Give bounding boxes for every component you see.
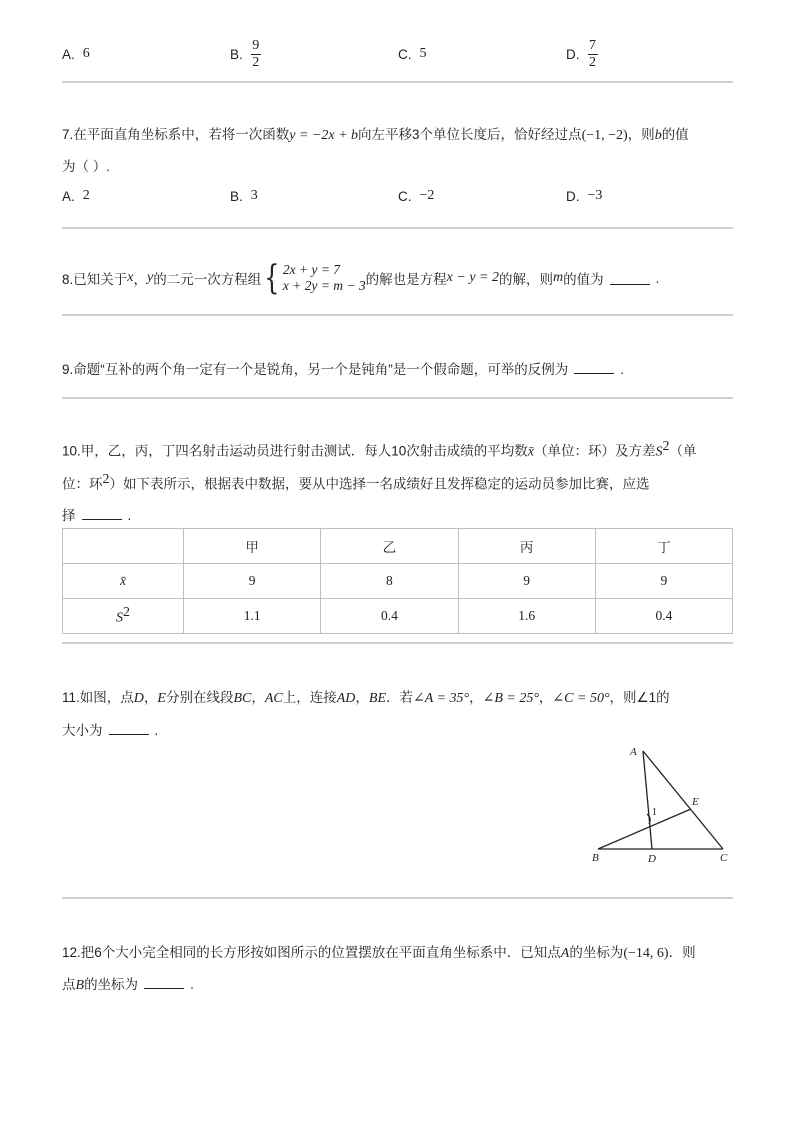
answer-blank[interactable] (144, 976, 184, 989)
score-table (62, 528, 733, 634)
table-header-row: 甲 乙 丙 丁 (63, 529, 733, 564)
segment-ac (643, 751, 723, 849)
q7-option-b[interactable]: B. 3 (230, 188, 258, 204)
q10-stem-line3: 择 . (62, 508, 132, 523)
equation-system: { 2x + y = 7 x + 2y = m − 3 (264, 258, 366, 298)
triangle-figure (586, 742, 736, 868)
q7-option-c[interactable]: C. −2 (398, 188, 435, 204)
q10-stem-line1: 10.甲，乙，丙，丁四名射击运动员进行射击测试．每人10次射击成绩的平均数x̄（单位：环）及方差$S^2$（单 (62, 439, 697, 460)
q11-stem-line1: 11.如图，点D，E分别在线段BC，AC上，连接AD，BE．若∠A = 35°，∠B = 25°，∠C = 50°，则∠1的 (62, 690, 670, 706)
q9-stem: 9.命题“互补的两个角一定有一个是锐角，另一个是钝角”是一个假命题，可举的反例为 . (62, 362, 625, 377)
q7-stem-line1: 7.在平面直角坐标系中，若将一次函数y = −2x + b向左平移3个单位长度后，恰好经过点(−1, −2)，则b的值 (62, 127, 689, 143)
answer-blank[interactable] (610, 272, 650, 285)
answer-blank[interactable] (574, 361, 614, 374)
divider (62, 397, 733, 399)
answer-blank[interactable] (82, 507, 122, 520)
table-row: x̄ 9 8 9 9 (63, 564, 733, 599)
label-e: E (692, 796, 699, 808)
label-a: A (630, 746, 637, 758)
segment-be (598, 809, 691, 849)
segment-ad (643, 751, 652, 849)
label-angle-1: 1 (652, 807, 657, 818)
q6-option-c[interactable]: C. 5 (398, 46, 427, 62)
divider (62, 897, 733, 899)
q12-stem-line1: 12.把6个大小完全相同的长方形按如图所示的位置摆放在平面直角坐标系中．已知点A的坐标为(−14, 6)．则 (62, 945, 696, 961)
q6-option-a[interactable]: A. 6 (62, 46, 90, 62)
q7-stem-line2: 为（ ）. (62, 159, 111, 174)
q11-stem-line2: 大小为 . (62, 723, 159, 738)
q7-option-d[interactable]: D. −3 (566, 188, 603, 204)
divider (62, 81, 733, 83)
q8-stem: 8.已知关于 x ， y 的二元一次方程组 { 2x + y = 7 x + 2y = m − 3 的解也是方程 x − y = 2 的解，则 m 的值为 . (62, 258, 660, 298)
angle-1-arc (647, 814, 650, 824)
q10-stem-line2: 位：环$^2$）如下表所示，根据表中数据，要从中选择一名成绩好且发挥稳定的运动员参加比赛，应选 (62, 472, 650, 492)
q6-option-b[interactable]: B. $\frac{9}{2}$ (230, 38, 260, 70)
label-c: C (720, 852, 728, 864)
label-d: D (648, 853, 656, 865)
label-b: B (592, 852, 599, 864)
divider (62, 314, 733, 316)
q6-option-d[interactable]: D. $\frac{7}{2}$ (566, 38, 596, 70)
fraction: $\frac{7}{2}$ (589, 38, 596, 70)
answer-blank[interactable] (109, 722, 149, 735)
q7-option-a[interactable]: A. 2 (62, 188, 90, 204)
fraction: $\frac{9}{2}$ (252, 38, 260, 70)
q12-stem-line2: 点B的坐标为 . (62, 977, 194, 993)
divider (62, 642, 733, 644)
table-row: $S^2$ 1.1 0.4 1.6 0.4 (63, 599, 733, 634)
divider (62, 227, 733, 229)
